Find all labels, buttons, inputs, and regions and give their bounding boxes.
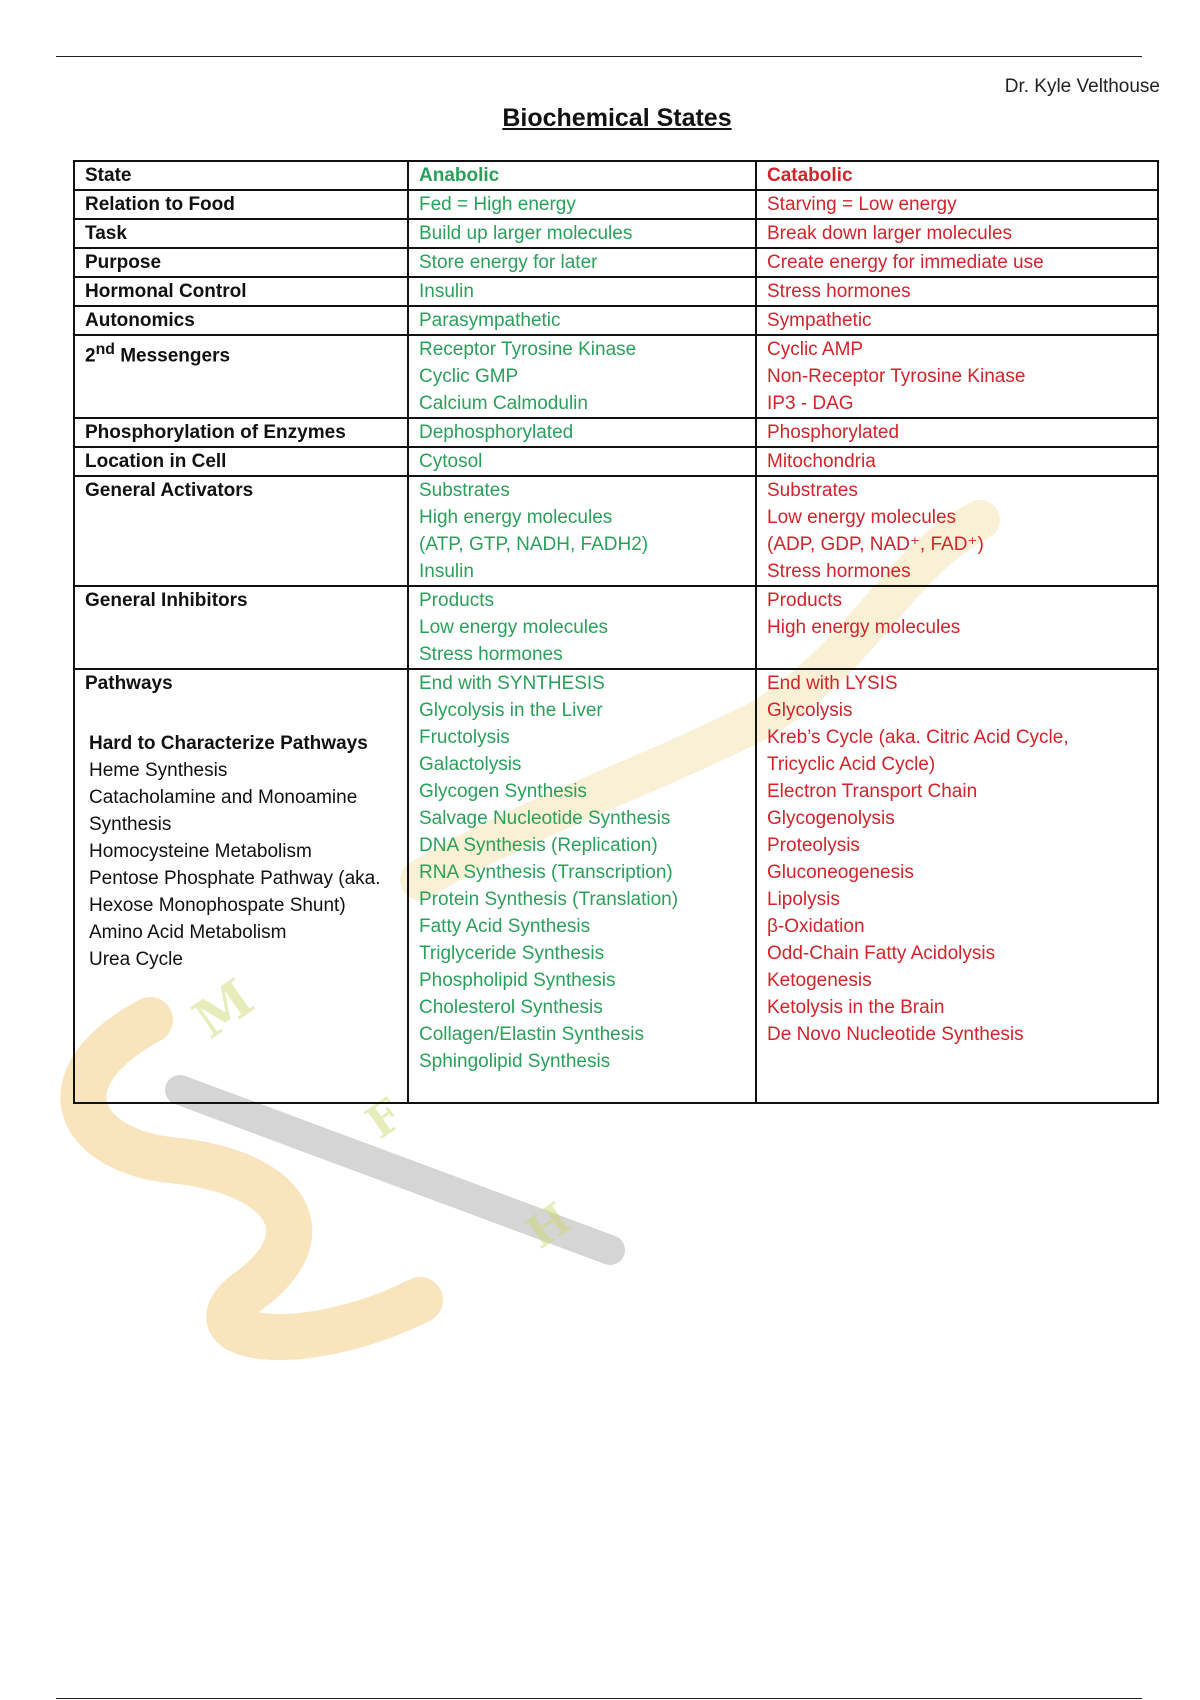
anabolic-line: Store energy for later bbox=[419, 252, 598, 273]
row-label bbox=[74, 447, 408, 476]
anabolic-cell bbox=[408, 418, 756, 447]
catabolic-pathway: Ketogenesis bbox=[767, 970, 872, 991]
anabolic-pathway: Salvage Nucleotide Synthesis bbox=[419, 808, 671, 829]
catabolic-pathway: Glycolysis bbox=[767, 700, 853, 721]
catabolic-pathway: Glycogenolysis bbox=[767, 808, 895, 829]
catabolic-pathway: Tricyclic Acid Cycle) bbox=[767, 754, 936, 775]
anabolic-line: Insulin bbox=[419, 561, 474, 582]
watermark-staff bbox=[180, 1090, 610, 1250]
anabolic-line: Build up larger molecules bbox=[419, 223, 633, 244]
anabolic-pathway: Glycolysis in the Liver bbox=[419, 700, 603, 721]
watermark-letter-h: H bbox=[517, 1193, 581, 1260]
row-label bbox=[74, 418, 408, 447]
row-label-text: Hormonal Control bbox=[85, 281, 247, 302]
biochemical-states-table bbox=[73, 160, 1159, 1104]
hard-pathway-item: Catacholamine and Monoamine Synthesis bbox=[89, 787, 358, 835]
row-label-superscript: nd bbox=[95, 341, 115, 358]
anabolic-line: Products bbox=[419, 590, 494, 611]
anabolic-cell bbox=[408, 248, 756, 277]
catabolic-cell bbox=[756, 190, 1158, 219]
watermark-letter-f: F bbox=[357, 1089, 412, 1150]
anabolic-line: Cytosol bbox=[419, 451, 483, 472]
row-label bbox=[74, 219, 408, 248]
header-state: State bbox=[74, 161, 408, 190]
table-row bbox=[74, 219, 1158, 248]
anabolic-cell bbox=[408, 190, 756, 219]
hard-pathway-item: Homocysteine Metabolism bbox=[89, 841, 312, 862]
anabolic-line: Parasympathetic bbox=[419, 310, 561, 331]
anabolic-line: Dephosphorylated bbox=[419, 422, 574, 443]
row-label-text: Phosphorylation of Enzymes bbox=[85, 422, 346, 443]
row-label-number: 2 bbox=[85, 345, 96, 367]
anabolic-cell bbox=[408, 219, 756, 248]
anabolic-line: Cyclic GMP bbox=[419, 366, 519, 387]
anabolic-pathway: Fructolysis bbox=[419, 727, 510, 748]
anabolic-cell bbox=[408, 277, 756, 306]
catabolic-line: Mitochondria bbox=[767, 451, 876, 472]
row-label bbox=[74, 306, 408, 335]
header-catabolic: Catabolic bbox=[756, 161, 1158, 190]
anabolic-pathway: RNA Synthesis (Transcription) bbox=[419, 862, 673, 883]
catabolic-line: Low energy molecules bbox=[767, 507, 957, 528]
catabolic-line: Create energy for immediate use bbox=[767, 252, 1044, 273]
catabolic-cell bbox=[756, 335, 1158, 418]
catabolic-line: Stress hormones bbox=[767, 281, 911, 302]
table-row bbox=[74, 277, 1158, 306]
anabolic-line: Insulin bbox=[419, 281, 474, 302]
anabolic-pathways-cell bbox=[408, 669, 756, 1103]
table-header-row bbox=[74, 161, 1158, 190]
anabolic-pathway: Fatty Acid Synthesis bbox=[419, 916, 591, 937]
row-label bbox=[74, 277, 408, 306]
catabolic-line: Phosphorylated bbox=[767, 422, 900, 443]
row-label bbox=[74, 476, 408, 586]
anabolic-line: Fed = High energy bbox=[419, 194, 576, 215]
row-label-text: Location in Cell bbox=[85, 451, 227, 472]
catabolic-cell bbox=[756, 277, 1158, 306]
table-row bbox=[74, 476, 1158, 586]
catabolic-cell bbox=[756, 219, 1158, 248]
anabolic-line: Calcium Calmodulin bbox=[419, 393, 588, 414]
row-label-text: Relation to Food bbox=[85, 194, 235, 215]
hard-pathways-list bbox=[89, 730, 397, 973]
anabolic-pathway: Sphingolipid Synthesis bbox=[419, 1051, 611, 1072]
catabolic-pathway: De Novo Nucleotide Synthesis bbox=[767, 1024, 1024, 1045]
catabolic-pathway: Odd-Chain Fatty Acidolysis bbox=[767, 943, 996, 964]
anabolic-line: (ATP, GTP, NADH, FADH2) bbox=[419, 534, 649, 555]
catabolic-pathway: β-Oxidation bbox=[767, 916, 865, 937]
hard-pathway-item: Pentose Phosphate Pathway (aka. Hexose Monophospate Shunt) bbox=[89, 868, 381, 916]
anabolic-cell bbox=[408, 335, 756, 418]
row-label-text: Autonomics bbox=[85, 310, 195, 331]
anabolic-pathway: Triglyceride Synthesis bbox=[419, 943, 605, 964]
catabolic-line: Sympathetic bbox=[767, 310, 872, 331]
catabolic-cell bbox=[756, 248, 1158, 277]
header-anabolic: Anabolic bbox=[408, 161, 756, 190]
catabolic-line: Cyclic AMP bbox=[767, 339, 864, 360]
row-label-text: Purpose bbox=[85, 252, 162, 273]
hard-pathway-item: Heme Synthesis bbox=[89, 760, 228, 781]
catabolic-cell bbox=[756, 447, 1158, 476]
catabolic-line: Stress hormones bbox=[767, 561, 911, 582]
catabolic-pathway: Lipolysis bbox=[767, 889, 840, 910]
catabolic-line: Non-Receptor Tyrosine Kinase bbox=[767, 366, 1026, 387]
catabolic-line: IP3 - DAG bbox=[767, 393, 854, 414]
row-label bbox=[74, 248, 408, 277]
anabolic-cell bbox=[408, 476, 756, 586]
anabolic-line: Receptor Tyrosine Kinase bbox=[419, 339, 637, 360]
table-row bbox=[74, 447, 1158, 476]
table-row bbox=[74, 586, 1158, 669]
catabolic-cell bbox=[756, 586, 1158, 669]
catabolic-line: Substrates bbox=[767, 480, 858, 501]
catabolic-pathway: Ketolysis in the Brain bbox=[767, 997, 945, 1018]
anabolic-pathway: Cholesterol Synthesis bbox=[419, 997, 603, 1018]
catabolic-line: High energy molecules bbox=[767, 617, 961, 638]
pathways-row bbox=[74, 669, 1158, 1103]
catabolic-pathways-cell bbox=[756, 669, 1158, 1103]
row-label-text: General Activators bbox=[85, 480, 254, 501]
catabolic-pathway: End with LYSIS bbox=[767, 673, 898, 694]
row-label bbox=[74, 335, 408, 418]
catabolic-line: Products bbox=[767, 590, 842, 611]
catabolic-cell bbox=[756, 306, 1158, 335]
anabolic-line: Substrates bbox=[419, 480, 510, 501]
table-row bbox=[74, 190, 1158, 219]
pathways-label-cell bbox=[74, 669, 408, 1103]
anabolic-cell bbox=[408, 447, 756, 476]
anabolic-pathway: Protein Synthesis (Translation) bbox=[419, 889, 679, 910]
pathways-label: Pathways bbox=[85, 673, 173, 694]
table-row bbox=[74, 418, 1158, 447]
anabolic-line: Low energy molecules bbox=[419, 617, 609, 638]
catabolic-line: (ADP, GDP, NAD⁺, FAD⁺) bbox=[767, 534, 984, 555]
catabolic-line: Break down larger molecules bbox=[767, 223, 1013, 244]
anabolic-pathway: Phospholipid Synthesis bbox=[419, 970, 616, 991]
row-label-text: Task bbox=[85, 223, 127, 244]
catabolic-pathway: Proteolysis bbox=[767, 835, 860, 856]
catabolic-pathway: Electron Transport Chain bbox=[767, 781, 978, 802]
table-row bbox=[74, 306, 1158, 335]
catabolic-cell bbox=[756, 476, 1158, 586]
anabolic-cell bbox=[408, 306, 756, 335]
anabolic-pathway: Collagen/Elastin Synthesis bbox=[419, 1024, 644, 1045]
catabolic-pathway: Gluconeogenesis bbox=[767, 862, 914, 883]
top-rule bbox=[56, 56, 1142, 57]
watermark-letter-m: M bbox=[182, 967, 265, 1051]
row-label bbox=[74, 190, 408, 219]
hard-pathway-item: Urea Cycle bbox=[89, 949, 183, 970]
anabolic-cell bbox=[408, 586, 756, 669]
anabolic-pathway: Glycogen Synthesis bbox=[419, 781, 587, 802]
bottom-rule bbox=[56, 1698, 1142, 1699]
anabolic-pathway: End with SYNTHESIS bbox=[419, 673, 605, 694]
anabolic-pathway: DNA Synthesis (Replication) bbox=[419, 835, 658, 856]
anabolic-pathway: Galactolysis bbox=[419, 754, 522, 775]
hard-pathway-item: Amino Acid Metabolism bbox=[89, 922, 287, 943]
table-row bbox=[74, 335, 1158, 418]
author-name: Dr. Kyle Velthouse bbox=[1004, 76, 1160, 97]
catabolic-pathway: Kreb’s Cycle (aka. Citric Acid Cycle, bbox=[767, 727, 1069, 748]
anabolic-line: Stress hormones bbox=[419, 644, 563, 665]
table-row bbox=[74, 248, 1158, 277]
anabolic-line: High energy molecules bbox=[419, 507, 613, 528]
hard-pathways-heading: Hard to Characterize Pathways bbox=[89, 733, 368, 754]
row-label-text: Messengers bbox=[120, 345, 231, 367]
catabolic-cell bbox=[756, 418, 1158, 447]
row-label bbox=[74, 586, 408, 669]
row-label-text: General Inhibitors bbox=[85, 590, 248, 611]
page-title: Biochemical States bbox=[502, 104, 732, 132]
catabolic-line: Starving = Low energy bbox=[767, 194, 957, 215]
